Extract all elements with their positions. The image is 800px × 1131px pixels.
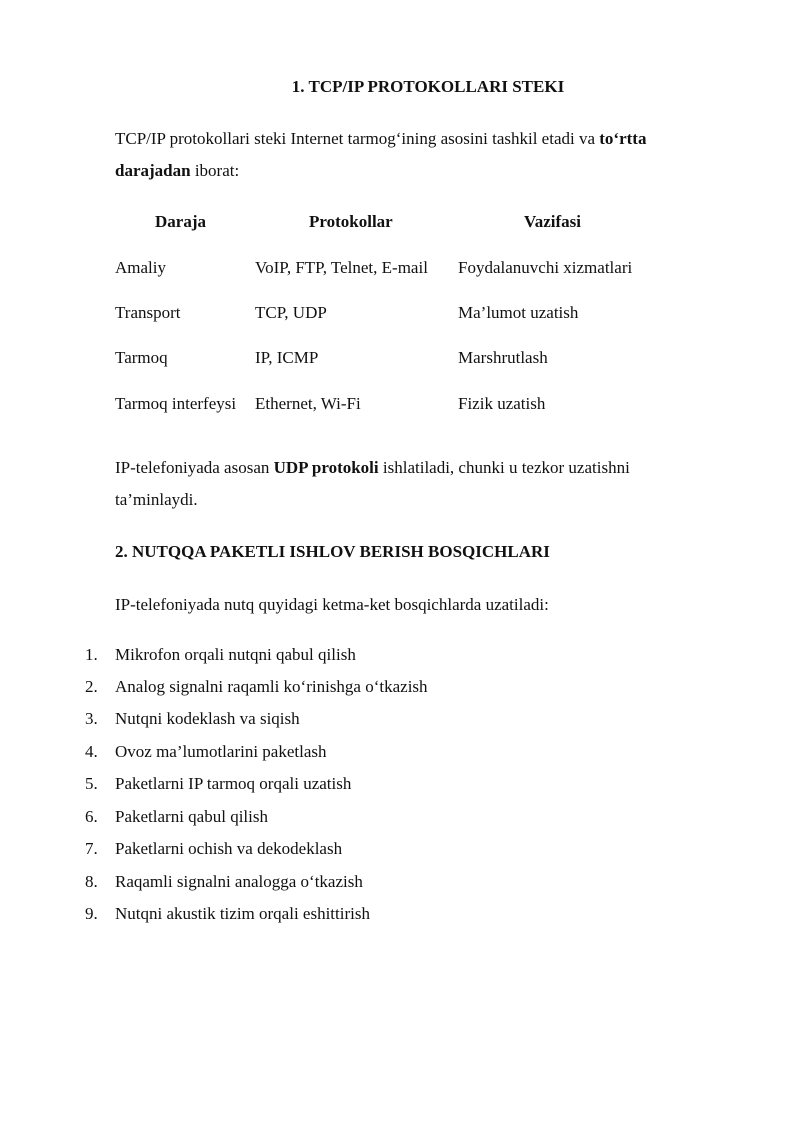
table-cell: Ethernet, Wi-Fi xyxy=(255,394,361,413)
udp-note-line2: ta’minlaydi. xyxy=(115,490,198,509)
intro-text: TCP/IP protokollari steki Internet tarmogʻining asosini tashkil etadi va xyxy=(115,129,600,148)
list-text: Raqamli signalni analogga oʻtkazish xyxy=(115,872,363,891)
udp-note xyxy=(115,452,715,516)
intro-bold-levels: darajadan xyxy=(115,161,191,180)
list-text: Nutqni kodeklash va siqish xyxy=(115,709,300,728)
section-2-heading: 2. NUTQQA PAKETLI ISHLOV BERISH BOSQICHLARI xyxy=(115,542,550,561)
list-text: Mikrofon orqali nutqni qabul qilish xyxy=(115,645,356,664)
table-cell: Ma’lumot uzatish xyxy=(458,303,579,322)
table-cell: Amaliy xyxy=(115,258,166,277)
udp-note-text: IP-telefoniyada asosan xyxy=(115,458,274,477)
list-text: Analog signalni raqamli koʻrinishga oʻtkazish xyxy=(115,677,428,696)
table-cell: Marshrutlash xyxy=(458,348,548,367)
list-number: 5. xyxy=(85,774,98,793)
list-number: 9. xyxy=(85,904,98,923)
list-number: 7. xyxy=(85,839,98,858)
intro-text-end: iborat: xyxy=(190,161,240,180)
list-number: 3. xyxy=(85,709,98,728)
table-cell: VoIP, FTP, Telnet, E-mail xyxy=(255,258,428,277)
table-header-daraja: Daraja xyxy=(155,212,206,231)
section-1-heading: 1. TCP/IP PROTOKOLLARI STEKI xyxy=(291,77,565,96)
udp-note-text-cont: ishlatiladi, chunki u tezkor uzatishni xyxy=(378,458,630,477)
table-cell: Foydalanuvchi xizmatlari xyxy=(458,258,633,277)
list-number: 4. xyxy=(85,742,98,761)
table-cell: TCP, UDP xyxy=(255,303,327,322)
table-cell: Tarmoq xyxy=(115,348,168,367)
list-text: Paketlarni qabul qilish xyxy=(115,807,268,826)
table-header-protokollar: Protokollar xyxy=(309,212,393,231)
intro-bold-count: toʻrtta xyxy=(599,129,647,148)
list-number: 2. xyxy=(85,677,98,696)
section-1-intro xyxy=(115,123,715,187)
table-cell: IP, ICMP xyxy=(255,348,319,367)
table-header-vazifasi: Vazifasi xyxy=(524,212,581,231)
table-cell: Transport xyxy=(115,303,181,322)
section-2-intro: IP-telefoniyada nutq quyidagi ketma-ket bosqichlarda uzatiladi: xyxy=(115,595,549,614)
list-text: Paketlarni ochish va dekodeklash xyxy=(115,839,343,858)
list-number: 8. xyxy=(85,872,98,891)
list-number: 1. xyxy=(85,645,98,664)
list-text: Nutqni akustik tizim orqali eshittirish xyxy=(115,904,370,923)
list-text: Ovoz ma’lumotlarini paketlash xyxy=(115,742,327,761)
list-text: Paketlarni IP tarmoq orqali uzatish xyxy=(115,774,352,793)
udp-note-bold: UDP protokoli xyxy=(273,458,379,477)
list-number: 6. xyxy=(85,807,98,826)
table-cell: Fizik uzatish xyxy=(458,394,546,413)
table-cell: Tarmoq interfeysi xyxy=(115,394,237,413)
